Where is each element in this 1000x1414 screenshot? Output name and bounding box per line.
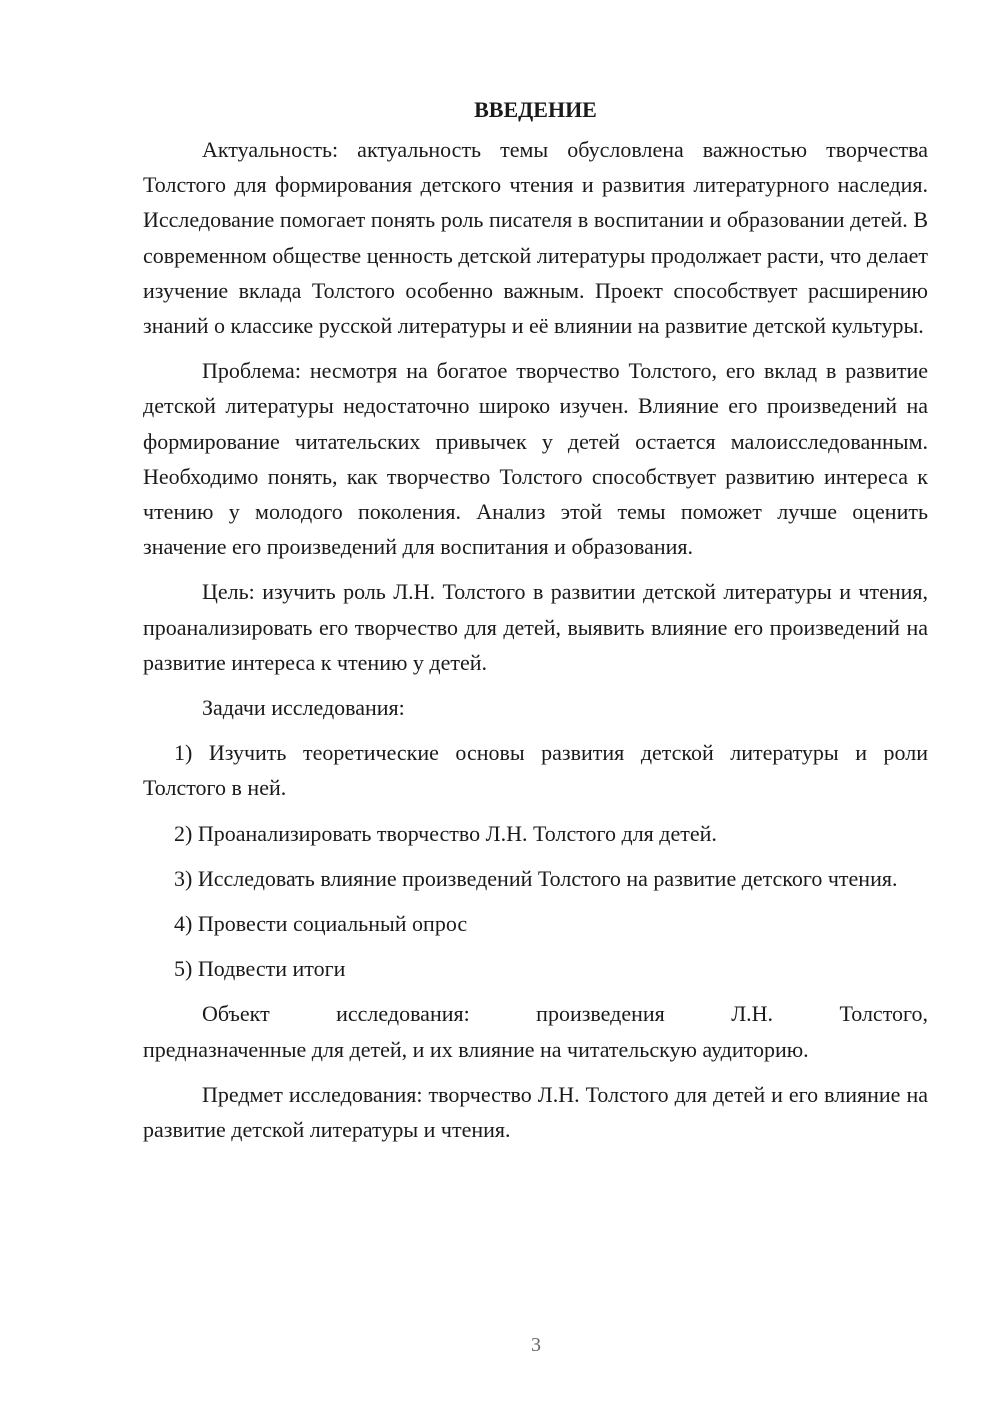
problem-paragraph: Проблема: несмотря на богатое творчество Толстого, его вклад в развитие детской литературы недостаточно широко изучен. Влияние его произведений на формирование читательских привычек у детей остается малоисследованным. Необходимо понять, как творчество Толстого способствует развитию интереса к чтению у молодого поколения. Анализ этой темы поможет лучше оценить значение его произведений для воспитания и образования. (143, 358, 928, 560)
task-item-4: 4) Провести социальный опрос (174, 911, 468, 937)
task-item-1: 1) Изучить теоретические основы развития детской литературы и роли Толстого в ней. (143, 740, 928, 801)
page-content (143, 92, 928, 1157)
section-heading: ВВЕДЕНИЕ (474, 97, 597, 122)
relevance-paragraph: Актуальность: актуальность темы обусловлена важностью творчества Толстого для формирования детского чтения и развития литературного наследия. Исследование помогает понять роль писателя в воспитании и образовании детей. В современном обществе ценность детской литературы продолжает расти, что делает изучение вклада Толстого особенно важным. Проект способствует расширению знаний о классике русской литературы и её влиянии на развитие детской культуры. (143, 137, 928, 339)
page-number: 3 (531, 1334, 541, 1356)
object-paragraph (143, 996, 928, 1066)
task-item-5: 5) Подвести итоги (174, 956, 346, 982)
task-item-2: 2) Проанализировать творчество Л.Н. Толстого для детей. (174, 820, 717, 846)
object-line-1: Объект исследования: произведения Л.Н. Толстого, (202, 1001, 928, 1027)
object-line-2: предназначенные для детей, и их влияние на читательскую аудиторию. (143, 1036, 809, 1062)
subject-paragraph: Предмет исследования: творчество Л.Н. Толстого для детей и его влияние на развитие детской литературы и чтения. (143, 1081, 928, 1143)
tasks-heading: Задачи исследования: (202, 695, 405, 721)
goal-paragraph: Цель: изучить роль Л.Н. Толстого в развитии детской литературы и чтения, проанализировать его творчество для детей, выявить влияние его произведений на развитие интереса к чтению у детей. (143, 579, 928, 675)
task-item-3: 3) Исследовать влияние произведений Толстого на развитие детского чтения. (174, 865, 898, 891)
